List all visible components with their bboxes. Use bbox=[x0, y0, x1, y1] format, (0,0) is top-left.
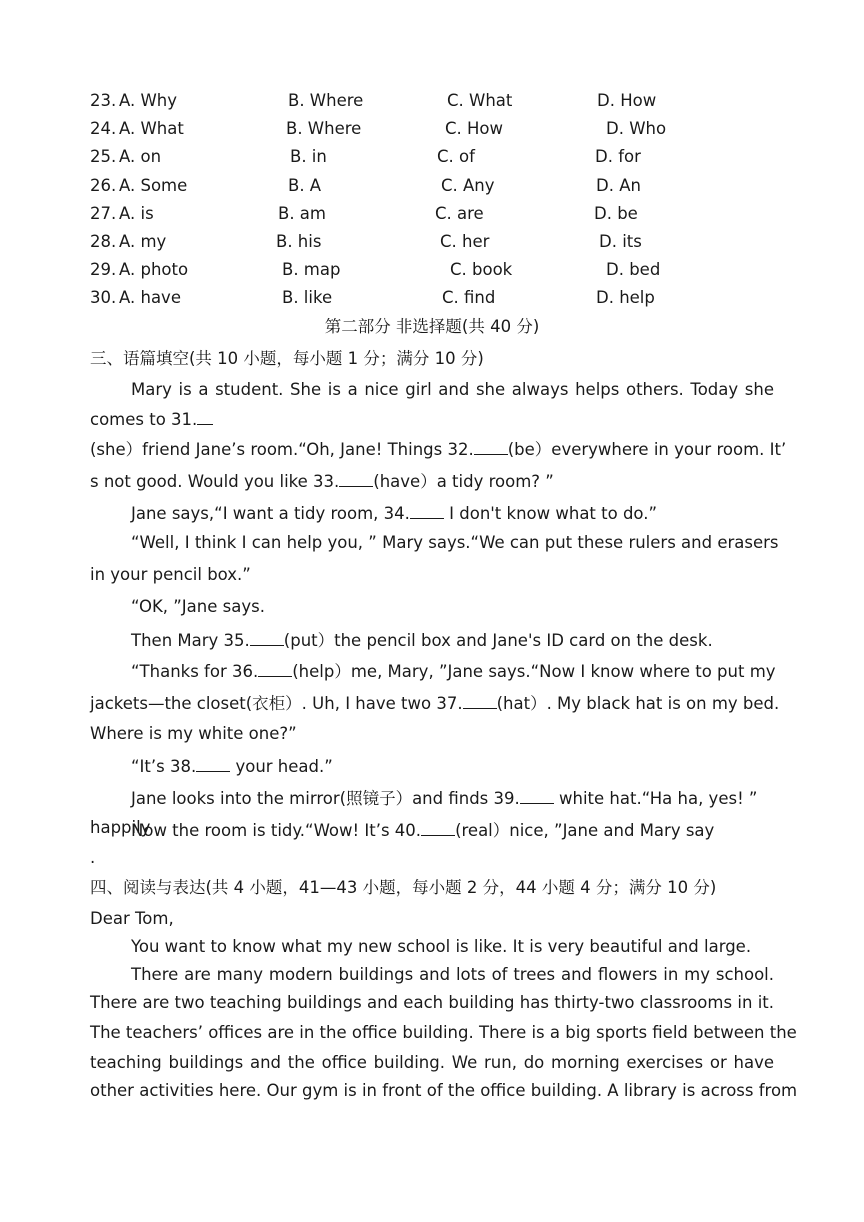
option-a: A. photo bbox=[119, 260, 189, 279]
line-text: “It’s 38. bbox=[131, 757, 197, 776]
question-number: 23. bbox=[90, 91, 117, 110]
line-text: (she）friend Jane’s room.“Oh, Jane! Things 32. bbox=[90, 440, 474, 459]
letter-greeting: Dear Tom, bbox=[90, 909, 174, 928]
paragraph-line: other activities here. Our gym is in front of the office building. A library is across from bbox=[90, 1081, 798, 1100]
line-text: (real）nice, ”Jane and Mary say bbox=[455, 821, 715, 840]
paragraph-line: There are two teaching buildings and each building has thirty-two classrooms in it. bbox=[90, 993, 774, 1012]
option-b: B. am bbox=[278, 204, 326, 223]
option-a: A. Why bbox=[119, 91, 178, 110]
line-text: (have）a tidy room? ” bbox=[373, 472, 554, 491]
line-text: your head.” bbox=[230, 757, 333, 776]
blank-34[interactable] bbox=[410, 502, 444, 519]
option-d: D. bed bbox=[606, 260, 661, 279]
line-text: comes to 31. bbox=[90, 410, 198, 429]
question-number: 24. bbox=[90, 119, 117, 138]
paragraph-line bbox=[131, 502, 657, 524]
option-c: C. Any bbox=[441, 176, 495, 195]
option-c: C. are bbox=[435, 204, 484, 223]
option-a: A. on bbox=[119, 147, 162, 166]
section-title: 三、语篇填空(共 10 小题，每小题 1 分；满分 10 分) bbox=[90, 349, 484, 368]
paragraph-line bbox=[90, 692, 779, 714]
paragraph-line: Mary is a student. She is a nice girl and she always helps others. Today she bbox=[131, 380, 774, 399]
paragraph-line bbox=[90, 408, 213, 430]
option-a: A. is bbox=[119, 204, 154, 223]
blank-32[interactable] bbox=[474, 438, 508, 455]
option-c: C. What bbox=[447, 91, 513, 110]
paragraph-line: There are many modern buildings and lots of trees and flowers in my school. bbox=[131, 965, 774, 984]
paragraph-line: happily bbox=[90, 818, 151, 837]
option-d: D. its bbox=[599, 232, 642, 251]
paragraph-line bbox=[131, 629, 713, 651]
blank-37[interactable] bbox=[463, 692, 497, 709]
blank-38[interactable] bbox=[196, 755, 230, 772]
option-a: A. What bbox=[119, 119, 184, 138]
paragraph-line bbox=[131, 660, 776, 682]
question-number: 26. bbox=[90, 176, 117, 195]
line-text: (be）everywhere in your room. It’ bbox=[507, 440, 787, 459]
option-a: A. Some bbox=[119, 176, 188, 195]
option-a: A. have bbox=[119, 288, 181, 307]
paragraph-line bbox=[90, 470, 554, 492]
question-number: 25. bbox=[90, 147, 117, 166]
paragraph-line bbox=[131, 819, 714, 841]
option-d: D. for bbox=[595, 147, 641, 166]
blank-40[interactable] bbox=[421, 819, 455, 836]
paragraph-line: “Well, I think I can help you, ” Mary says.“We can put these rulers and erasers bbox=[131, 533, 779, 552]
option-c: C. find bbox=[442, 288, 496, 307]
paragraph-line bbox=[131, 787, 757, 809]
blank-35[interactable] bbox=[250, 629, 284, 646]
option-c: C. book bbox=[450, 260, 513, 279]
question-number: 27. bbox=[90, 204, 117, 223]
paragraph-line: Where is my white one?” bbox=[90, 724, 297, 743]
option-b: B. his bbox=[276, 232, 322, 251]
option-b: B. map bbox=[282, 260, 341, 279]
blank-31[interactable] bbox=[197, 408, 213, 425]
blank-33[interactable] bbox=[339, 470, 373, 487]
question-number: 28. bbox=[90, 232, 117, 251]
option-b: B. Where bbox=[286, 119, 362, 138]
option-b: B. A bbox=[288, 176, 322, 195]
option-b: B. Where bbox=[288, 91, 364, 110]
option-b: B. like bbox=[282, 288, 333, 307]
line-text: Jane looks into the mirror(照镜子）and finds 39. bbox=[131, 789, 520, 808]
question-number: 29. bbox=[90, 260, 117, 279]
line-text: (put）the pencil box and Jane's ID card on the desk. bbox=[283, 631, 713, 650]
option-c: C. of bbox=[437, 147, 475, 166]
blank-36[interactable] bbox=[258, 660, 292, 677]
line-text: (help）me, Mary, ”Jane says.“Now I know where to put my bbox=[292, 662, 776, 681]
option-c: C. How bbox=[445, 119, 504, 138]
option-d: D. How bbox=[597, 91, 657, 110]
option-d: D. help bbox=[596, 288, 655, 307]
paragraph-line: You want to know what my new school is like. It is very beautiful and large. bbox=[131, 937, 752, 956]
paragraph-line: . bbox=[90, 848, 96, 867]
line-text: white hat.“Ha ha, yes! ” bbox=[553, 789, 758, 808]
part-heading: 第二部分 非选择题(共 40 分) bbox=[324, 317, 540, 336]
line-text: “Thanks for 36. bbox=[131, 662, 259, 681]
option-d: D. Who bbox=[606, 119, 667, 138]
line-text: jackets—the closet(衣柜）. Uh, I have two 37. bbox=[90, 694, 463, 713]
question-number: 30. bbox=[90, 288, 117, 307]
option-a: A. my bbox=[119, 232, 167, 251]
option-c: C. her bbox=[440, 232, 490, 251]
paragraph-line bbox=[131, 755, 333, 777]
line-text: s not good. Would you like 33. bbox=[90, 472, 340, 491]
paragraph-line: in your pencil box.” bbox=[90, 565, 251, 584]
blank-39[interactable] bbox=[520, 787, 554, 804]
paragraph-line: teaching buildings and the office building. We run, do morning exercises or have bbox=[90, 1053, 774, 1072]
paragraph-line: The teachers’ offices are in the office building. There is a big sports field between the bbox=[90, 1023, 797, 1042]
option-d: D. be bbox=[594, 204, 638, 223]
line-text: Jane says,“I want a tidy room, 34. bbox=[131, 504, 410, 523]
line-text: Then Mary 35. bbox=[131, 631, 250, 650]
paragraph-line: “OK, ”Jane says. bbox=[131, 597, 265, 616]
line-text: (hat）. My black hat is on my bed. bbox=[496, 694, 780, 713]
line-text: Now the room is tidy.“Wow! It’s 40. bbox=[131, 821, 422, 840]
paragraph-line bbox=[90, 438, 787, 460]
option-b: B. in bbox=[290, 147, 327, 166]
line-text: I don't know what to do.” bbox=[443, 504, 658, 523]
option-d: D. An bbox=[596, 176, 641, 195]
section-title: 四、阅读与表达(共 4 小题，41—43 小题，每小题 2 分，44 小题 4 分；满分 10 分) bbox=[90, 878, 717, 897]
